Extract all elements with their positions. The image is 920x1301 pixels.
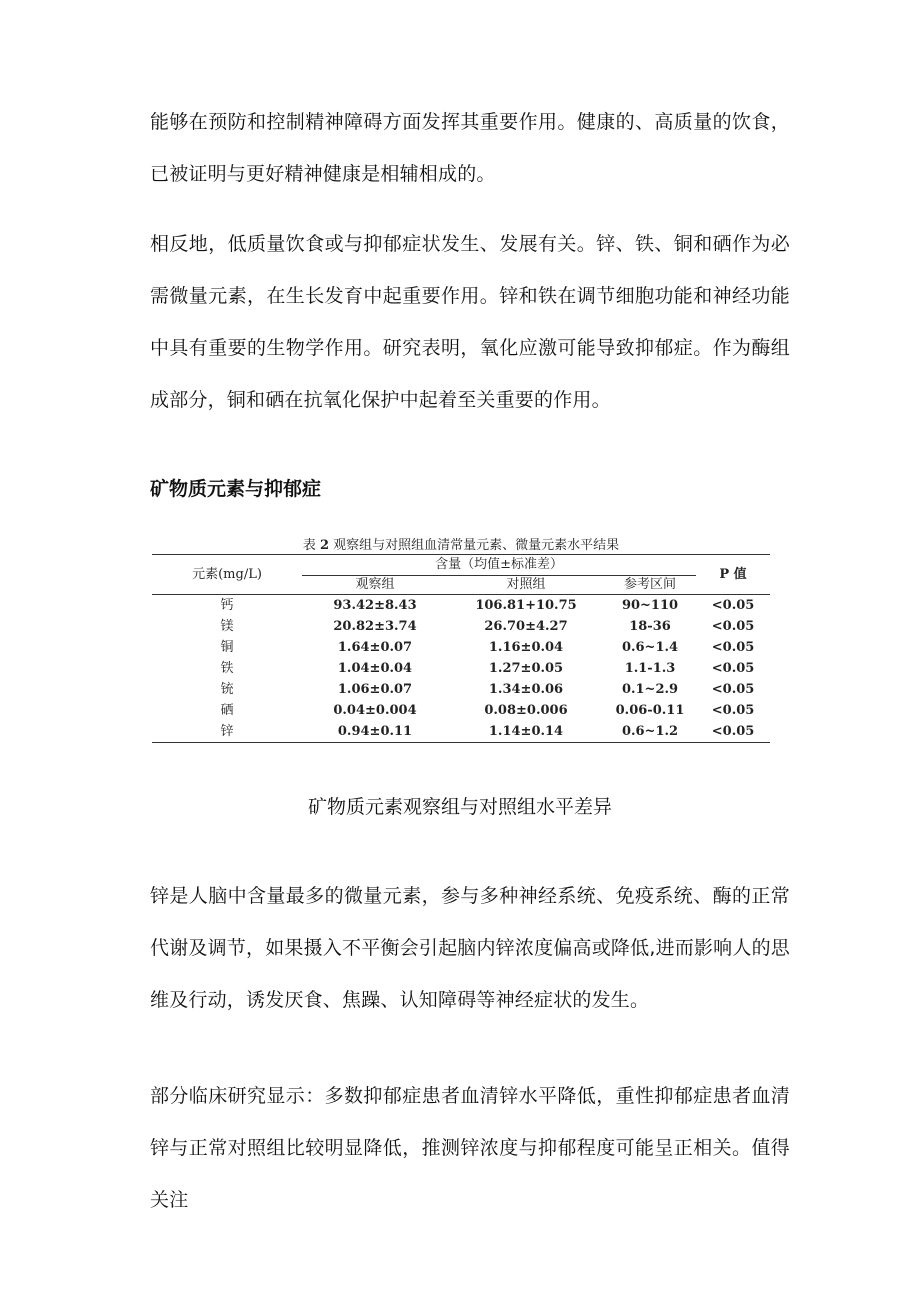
paragraph-intro: 能够在预防和控制精神障碍方面发挥其重要作用。健康的、高质量的饮食，已被证明与更好精神健康是相辅相成的。 <box>150 111 790 185</box>
paragraph-zinc: 锌是人脑中含量最多的微量元素，参与多种神经系统、免疫系统、酶的正常代谢及调节，如果摄入不平衡会引起脑内锌浓度偏高或降低,进而影响人的思维及行动，诱发厌食、焦躁、认知障碍等神经症状的发生。 <box>150 885 790 1011</box>
cell-p: <0.05 <box>711 640 755 655</box>
cell-element: 锌 <box>220 724 234 739</box>
cell-p: <0.05 <box>711 661 755 676</box>
cell-p: <0.05 <box>711 619 755 634</box>
table-row <box>152 658 770 679</box>
table-caption: 矿物质元素观察组与对照组水平差异 <box>307 796 612 818</box>
cell-control: 26.70±4.27 <box>484 619 568 634</box>
cell-reference: 0.6~1.2 <box>621 724 679 739</box>
cell-control: 106.81+10.75 <box>475 598 577 613</box>
cell-control: 1.16±0.04 <box>488 640 564 655</box>
section-heading: 矿物质元素与抑郁症 <box>150 478 322 500</box>
table-row <box>152 700 770 721</box>
data-table-block <box>152 537 770 743</box>
cell-p: <0.05 <box>711 682 755 697</box>
table-title <box>152 537 770 554</box>
paragraph-clinical-research: 部分临床研究显示：多数抑郁症患者血清锌水平降低，重性抑郁症患者血清锌与正常对照组比较明显降低，推测锌浓度与抑郁程度可能呈正相关。值得关注 <box>150 1085 790 1211</box>
table-row <box>152 721 770 743</box>
cell-observe: 1.06±0.07 <box>337 682 413 697</box>
element-levels-table <box>152 554 770 743</box>
header-control: 对照组 <box>448 576 604 595</box>
cell-p: <0.05 <box>711 703 755 718</box>
cell-observe: 20.82±3.74 <box>333 619 417 634</box>
cell-p: <0.05 <box>711 724 755 739</box>
cell-control: 1.14±0.14 <box>488 724 564 739</box>
table-title-number: 2 <box>319 538 330 553</box>
table-title-text: 观察组与对照组血清常量元素、微量元素水平结果 <box>329 538 620 553</box>
cell-reference: 1.1-1.3 <box>624 661 676 676</box>
cell-observe: 1.04±0.04 <box>337 661 413 676</box>
cell-observe: 93.42±8.43 <box>333 598 417 613</box>
cell-observe: 0.94±0.11 <box>337 724 413 739</box>
table-title-prefix: 表 <box>302 538 320 553</box>
cell-control: 1.27±0.05 <box>488 661 564 676</box>
cell-element: 镁 <box>220 619 234 634</box>
cell-reference: 0.6~1.4 <box>621 640 679 655</box>
table-row <box>152 679 770 700</box>
cell-reference: 18-36 <box>629 619 671 634</box>
header-element: 元素(mg/L) <box>152 555 302 595</box>
cell-element: 硒 <box>220 703 234 718</box>
cell-element: 铜 <box>220 640 234 655</box>
cell-element: 铳 <box>220 682 234 697</box>
cell-observe: 1.64±0.07 <box>337 640 413 655</box>
cell-reference: 90~110 <box>621 598 679 613</box>
header-content-group: 含量（均值±标准差） <box>302 555 696 576</box>
cell-reference: 0.06-0.11 <box>615 703 685 718</box>
header-reference: 参考区间 <box>604 576 696 595</box>
cell-p: <0.05 <box>711 598 755 613</box>
table-row <box>152 616 770 637</box>
table-row <box>152 637 770 658</box>
paragraph-low-quality-diet: 相反地，低质量饮食或与抑郁症状发生、发展有关。锌、铁、铜和硒作为必需微量元素，在生长发育中起重要作用。锌和铁在调节细胞功能和神经功能中具有重要的生物学作用。研究表明，氧化应激可能导致抑郁症。作为酶组成部分，铜和硒在抗氧化保护中起着至关重要的作用。 <box>150 233 790 411</box>
header-p-value: P 值 <box>696 555 770 595</box>
cell-reference: 0.1~2.9 <box>621 682 679 697</box>
table-row <box>152 595 770 617</box>
cell-control: 0.08±0.006 <box>484 703 568 718</box>
cell-observe: 0.04±0.004 <box>333 703 417 718</box>
header-observe: 观察组 <box>302 576 448 595</box>
cell-element: 钙 <box>220 598 234 613</box>
cell-control: 1.34±0.06 <box>488 682 564 697</box>
cell-element: 铁 <box>220 661 234 676</box>
